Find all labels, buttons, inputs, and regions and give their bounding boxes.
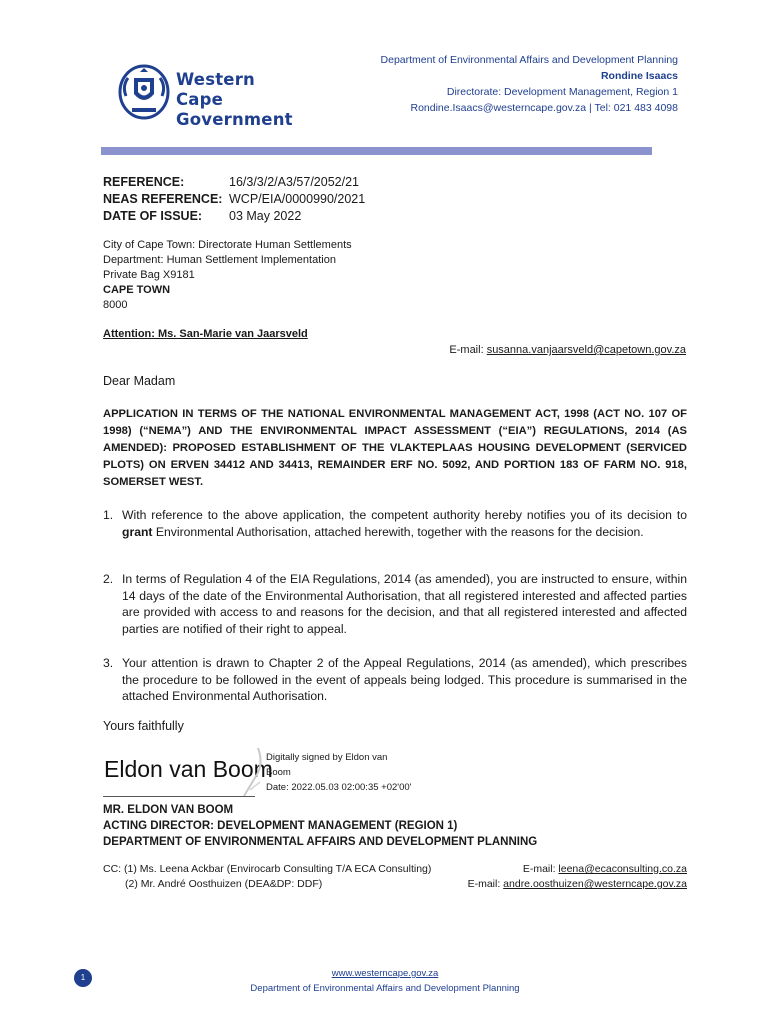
neas-reference-value: WCP/EIA/0000990/2021 <box>229 192 366 206</box>
paragraph-text: In terms of Regulation 4 of the EIA Regulations, 2014 (as amended), you are instructed to ensure, within 14 days of the date of the Environmental Authorisation, that all registered interested and affected parties are provided with access to and reasons for the decision, and that all registered interested and affected parties are notified of their right to appeal. <box>122 572 687 636</box>
signatory-department: DEPARTMENT OF ENVIRONMENTAL AFFAIRS AND DEVELOPMENT PLANNING <box>103 836 538 848</box>
page-number-badge: 1 <box>74 969 92 987</box>
address-line: City of Cape Town: Directorate Human Settlements <box>103 239 352 251</box>
signatory-name: MR. ELDON VAN BOOM <box>103 804 234 816</box>
cc-email-link[interactable]: andre.oosthuizen@westerncape.gov.za <box>503 878 687 890</box>
paragraph-number: 3. <box>103 656 114 670</box>
reference-block <box>103 174 365 225</box>
paragraph-number: 1. <box>103 508 114 522</box>
salutation: Dear Madam <box>103 374 176 388</box>
subject-heading: APPLICATION IN TERMS OF THE NATIONAL ENVIRONMENTAL MANAGEMENT ACT, 1998 (ACT NO. 107 OF 1998) (“NEMA”) AND THE ENVIRONMENTAL IMPACT ASSESSMENT (“EIA”) REGULATIONS, 2014 (AS AMENDED): PROPOSED ESTABLISHMENT OF THE VLAKTEPLAAS HOUSING DEVELOPMENT (SERVICED PLOTS) ON ERVEN 34412 AND 34413, REMAINDER ERF NO. 5092, AND PORTION 183 OF FARM NO. 918, SOMERSET WEST. <box>103 408 687 488</box>
cc-recipient: CC: (1) Ms. Leena Ackbar (Envirocarb Consulting T/A ECA Consulting) <box>103 863 432 875</box>
cc-email-label: E-mail: <box>467 878 504 890</box>
handwritten-signature: Eldon van Boom <box>104 756 273 782</box>
signatory-block <box>103 802 537 850</box>
coat-of-arms-icon <box>118 64 170 120</box>
signature-line <box>103 796 255 797</box>
digital-signature-line: Digitally signed by Eldon van <box>266 752 388 763</box>
government-logo <box>118 64 298 129</box>
cc-recipient: (2) Mr. André Oosthuizen (DEA&DP: DDF) <box>125 878 323 890</box>
letterhead-contact-line: Rondine.Isaacs@westerncape.gov.za | Tel: 021 483 4098 <box>410 102 678 114</box>
paragraph-2 <box>103 571 687 637</box>
logo-wordmark <box>176 70 298 130</box>
logo-line-1: Western Cape <box>176 70 255 109</box>
digital-signature-date: Date: 2022.05.03 02:00:35 +02'00' <box>266 782 412 793</box>
paragraph-text: Environmental Authorisation, attached herewith, together with the reasons for the decision. <box>152 524 644 539</box>
cc-email-link[interactable]: leena@ecaconsulting.co.za <box>558 863 687 875</box>
paragraph-emphasis: grant <box>122 524 153 539</box>
paragraph-text: Your attention is drawn to Chapter 2 of the Appeal Regulations, 2014 (as amended), which prescribes the procedure to be followed in the event of appeals being lodged. This procedure is summarised in the attached Environmental Authorisation. <box>122 656 687 703</box>
reference-label: REFERENCE: <box>103 175 185 189</box>
attention-line: Attention: Ms. San-Marie van Jaarsveld <box>103 328 308 340</box>
address-line: Department: Human Settlement Implementation <box>103 254 336 266</box>
cc-block <box>103 862 687 892</box>
letterhead-contact <box>381 52 678 116</box>
paragraph-number: 2. <box>103 572 114 586</box>
footer <box>0 966 770 996</box>
header-divider <box>101 147 652 155</box>
cc-row <box>103 877 687 892</box>
footer-department: Department of Environmental Affairs and Development Planning <box>250 983 520 994</box>
footer-website-link[interactable]: www.westerncape.gov.za <box>331 968 439 979</box>
letterhead-directorate: Directorate: Development Management, Region 1 <box>446 86 678 98</box>
recipient-email <box>449 344 686 356</box>
recipient-address <box>103 238 352 313</box>
date-of-issue-value: 03 May 2022 <box>229 209 302 223</box>
address-city: CAPE TOWN <box>103 284 171 296</box>
paragraph-1 <box>103 507 687 540</box>
address-postal-code: 8000 <box>103 299 128 311</box>
cc-row <box>103 862 687 877</box>
email-label: E-mail: <box>449 344 487 356</box>
paragraph-3 <box>103 655 687 705</box>
closing: Yours faithfully <box>103 719 184 733</box>
digital-signature-line: Boom <box>266 767 291 778</box>
reference-value: 16/3/3/2/A3/57/2052/21 <box>229 175 359 189</box>
signatory-title: ACTING DIRECTOR: DEVELOPMENT MANAGEMENT (REGION 1) <box>103 820 458 832</box>
logo-line-2: Government <box>176 110 293 129</box>
date-of-issue-label: DATE OF ISSUE: <box>103 209 203 223</box>
address-line: Private Bag X9181 <box>103 269 195 281</box>
digital-signature-note <box>266 750 411 795</box>
paragraph-text: With reference to the above application, the competent authority hereby notifies you of its decision to <box>122 508 687 522</box>
letterhead-contact-name: Rondine Isaacs <box>600 70 678 82</box>
letterhead-department: Department of Environmental Affairs and Development Planning <box>380 54 678 66</box>
cc-email-label: E-mail: <box>522 863 559 875</box>
neas-reference-label: NEAS REFERENCE: <box>103 192 223 206</box>
recipient-email-link[interactable]: susanna.vanjaarsveld@capetown.gov.za <box>486 344 686 356</box>
